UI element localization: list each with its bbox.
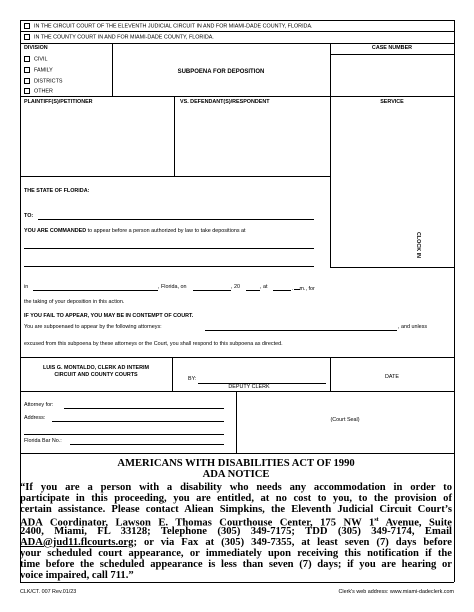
- attorney-for-field[interactable]: [64, 408, 224, 409]
- year-field[interactable]: [246, 290, 260, 291]
- taking-text: the taking of your deposition in this action.: [24, 299, 125, 305]
- ada-email-link[interactable]: ADA@jud11.flcourts.org: [20, 537, 134, 548]
- ampm-field: . m., for: [292, 286, 315, 292]
- defendant-label: VS. DEFENDANT(S)/RESPONDENT: [180, 99, 270, 105]
- address-label: Address:: [24, 415, 46, 421]
- to-field[interactable]: [38, 219, 314, 220]
- case-number-label: CASE NUMBER: [371, 45, 413, 51]
- service-label: SERVICE: [380, 99, 404, 105]
- bar-number-label: Florida Bar No.:: [24, 438, 62, 444]
- date-label: DATE: [385, 374, 399, 380]
- location-line-1[interactable]: [24, 248, 314, 249]
- clerk-website: Clerk's web address: www.miami-dadeclerk.com: [338, 589, 454, 595]
- location-line-2[interactable]: [24, 266, 314, 267]
- by-label: BY:: [188, 376, 197, 382]
- and-unless-text: , and unless: [398, 324, 428, 330]
- time-field[interactable]: [273, 290, 291, 291]
- ada-text-line4: ADA Coordinator, Lawson E. Thomas Courthouse Center, 175 NW 1st Avenue, Suite: [20, 517, 452, 529]
- plaintiff-label: PLAINTIFF(S)/PETITIONER: [24, 99, 93, 105]
- divider: [330, 54, 454, 55]
- deputy-clerk-label: DEPUTY CLERK: [228, 384, 270, 390]
- ada-text-line3: certain assistance. Please contact Aliean Simpkins, the Eleventh Judicial Circuit Court’s: [20, 504, 452, 515]
- year-label: , 20: [231, 284, 240, 290]
- ada-text-line2: participate in this proceeding, you are entitled, at no cost to you, to the provision of: [20, 493, 452, 504]
- court-seal-label: (Court Seal): [330, 417, 360, 423]
- divider: [20, 357, 454, 358]
- ada-text-line1: “If you are a person with a disability who needs any accommodation in order to: [20, 482, 452, 493]
- attorneys-text: You are subpoenaed to appear by the following attorneys:: [24, 324, 162, 330]
- divider: [20, 31, 454, 32]
- attorney-for-label: Attorney for:: [24, 402, 54, 408]
- defendant-field[interactable]: [178, 108, 326, 172]
- ada-text-line8: time before the scheduled appearance is less than seven (7) days; if you are hearing or: [20, 559, 452, 570]
- division-option-other: OTHER: [24, 88, 53, 95]
- commanded-text: YOU ARE COMMANDED to appear before a person authorized by law to take depositions at: [24, 228, 246, 234]
- divider: [330, 267, 454, 268]
- bar-number-field[interactable]: [70, 444, 224, 445]
- state-of-florida: THE STATE OF FLORIDA:: [24, 188, 90, 194]
- division-option-family: FAMILY: [24, 67, 53, 74]
- form-border-bottom: [20, 582, 454, 583]
- districts-checkbox[interactable]: [24, 78, 30, 84]
- date-field[interactable]: [193, 290, 231, 291]
- divider: [174, 96, 175, 176]
- city-field[interactable]: [33, 290, 158, 291]
- florida-on-label: , Florida, on: [158, 284, 187, 290]
- address-field-2[interactable]: [24, 434, 224, 435]
- civil-checkbox[interactable]: [24, 56, 30, 62]
- circuit-checkbox[interactable]: [24, 23, 30, 29]
- form-title: SUBPOENA FOR DEPOSITION: [177, 69, 265, 75]
- division-label: DIVISION: [24, 45, 48, 51]
- at-label: , at: [260, 284, 268, 290]
- divider: [330, 43, 331, 267]
- attorneys-field[interactable]: [205, 330, 397, 331]
- county-checkbox[interactable]: [24, 34, 30, 40]
- clerk-name-line2: CIRCUIT AND COUNTY COURTS: [54, 372, 138, 378]
- clock-in-label: CLOCK IN: [415, 232, 421, 259]
- divider: [20, 391, 454, 392]
- court-option-circuit: IN THE CIRCUIT COURT OF THE ELEVENTH JUDICIAL CIRCUIT IN AND FOR MIAMI-DADE COUNTY, FLORIDA.: [24, 23, 313, 30]
- ada-text-line7: your scheduled court appearance, or immediately upon receiving this notification if the: [20, 548, 452, 559]
- family-checkbox[interactable]: [24, 67, 30, 73]
- contempt-warning: IF YOU FAIL TO APPEAR, YOU MAY BE IN CONTEMPT OF COURT.: [24, 313, 194, 319]
- form-id: CLK/CT. 007 Rev.01/23: [20, 589, 77, 595]
- in-label: in: [24, 284, 29, 290]
- form-border-top: [20, 20, 454, 21]
- division-option-districts: DISTRICTS: [24, 78, 62, 85]
- ada-text-line5: 2400, Miami, FL 33128; Telephone (305) 349-7175; TDD (305) 349-7174, Email: [20, 526, 452, 537]
- divider: [330, 357, 331, 391]
- address-field-1[interactable]: [52, 421, 224, 422]
- division-option-civil: CIVIL: [24, 56, 47, 63]
- to-label: TO:: [24, 213, 34, 219]
- excused-text: excused from this subpoena by these attorneys or the Court, you shall respond to this subpoena as directed.: [24, 341, 283, 347]
- divider: [20, 453, 454, 454]
- divider: [20, 43, 454, 44]
- clerk-name-line1: LUIS G. MONTALDO, CLERK AD INTERIM: [42, 365, 149, 371]
- ada-subtitle: ADA NOTICE: [202, 469, 270, 480]
- other-checkbox[interactable]: [24, 88, 30, 94]
- plaintiff-field[interactable]: [24, 108, 170, 172]
- form-border-right: [454, 20, 455, 582]
- court-option-county: IN THE COUNTY COURT IN AND FOR MIAMI-DADE COUNTY, FLORIDA.: [24, 34, 214, 41]
- ada-text-line6: ADA@jud11.flcourts.org; or via Fax at (305) 349-7355, at least seven (7) days before: [20, 537, 452, 548]
- ada-text-line9: voice impaired, call 711.”: [20, 570, 134, 581]
- divider: [20, 96, 454, 97]
- ada-title: AMERICANS WITH DISABILITIES ACT OF 1990: [117, 458, 355, 469]
- case-number-field[interactable]: [334, 56, 450, 94]
- divider: [20, 176, 330, 177]
